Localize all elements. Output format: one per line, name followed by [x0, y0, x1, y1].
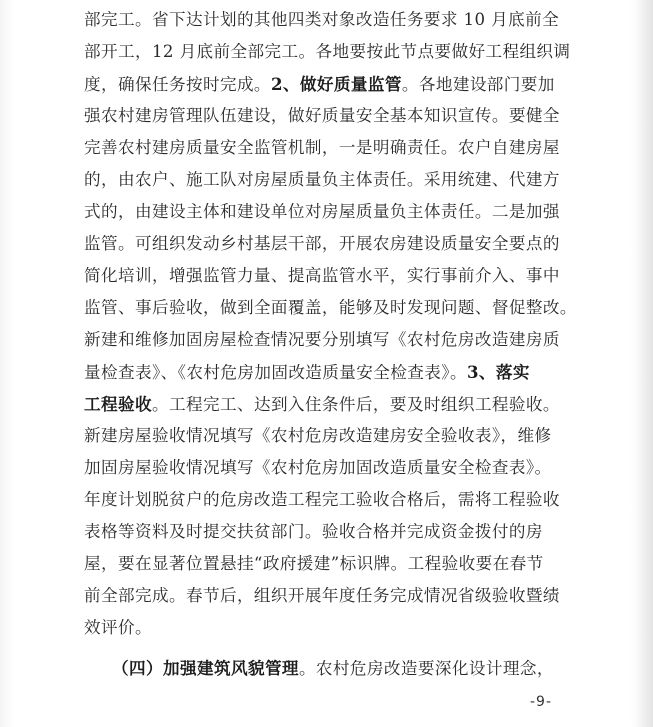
line-text: 屋，要在显著位置悬挂“政府援建”标识牌。工程验收要在春节	[84, 554, 544, 573]
line-text: 表格等资料及时提交扶贫部门。验收合格并完成资金拨付的房	[84, 522, 543, 541]
text-line-7	[84, 202, 584, 222]
text-line-20	[84, 618, 584, 638]
line-text: 完善农村建房质量安全监管机制，一是明确责任。农户自建房屋	[84, 138, 560, 157]
text-line-12	[84, 362, 584, 383]
text-line-1	[84, 10, 584, 30]
line-text: 。工程完工、达到入住条件后，要及时组织工程验收。	[151, 395, 560, 414]
line-text: 部开工，12 月底前全部完工。各地要按此节点要做好工程组织调	[84, 42, 571, 61]
text-line-19	[84, 586, 584, 606]
line-text: 简化培训，增强监管力量、提高监管水平，实行事前介入、事中	[84, 266, 560, 285]
text-line-2	[84, 42, 584, 62]
line-text: 。农村危房改造要深化设计理念，	[298, 659, 554, 678]
section-heading-architectural-style: （四）加强建筑风貌管理	[112, 658, 299, 678]
heading-acceptance-start: 3、落实	[466, 362, 530, 382]
line-text: 监管、事后验收，做到全面覆盖，能够及时发现问题、督促整改。	[84, 298, 577, 317]
line-text: 年度计划脱贫户的危房改造工程完工验收合格后，需将工程验收	[84, 490, 560, 509]
page-number: -9-	[530, 694, 553, 710]
text-line-14	[84, 426, 584, 446]
line-text: 度，确保任务按时完成。	[84, 75, 271, 94]
text-line-4	[84, 106, 584, 126]
heading-quality-supervision: 2、做好质量监管	[270, 74, 402, 94]
text-line-21	[112, 658, 612, 679]
line-text: 式的，由建设主体和建设单位对房屋质量负主体责任。二是加强	[84, 202, 560, 221]
line-text: 前全部完成。春节后，组织开展年度任务完成情况省级验收暨绩	[84, 586, 560, 605]
text-line-17	[84, 522, 584, 542]
line-text: 强农村建房管理队伍建设，做好质量安全基本知识宣传。要健全	[84, 106, 560, 125]
text-line-16	[84, 490, 584, 510]
line-text: 的，由农户、施工队对房屋质量负主体责任。采用统建、代建方	[84, 170, 560, 189]
line-text: 效评价。	[84, 618, 152, 637]
text-line-13	[84, 394, 584, 415]
text-line-9	[84, 266, 584, 286]
line-text: 新建房屋验收情况填写《农村危房改造建房安全验收表》，维修	[84, 426, 552, 445]
text-line-11	[84, 330, 584, 350]
text-line-10	[84, 298, 584, 318]
text-line-15	[84, 458, 584, 478]
text-line-5	[84, 138, 584, 158]
text-line-18	[84, 554, 584, 574]
line-text: 监管。可组织发动乡村基层干部，开展农房建设质量安全要点的	[84, 234, 560, 253]
page-edge-shadow	[635, 0, 653, 727]
line-text: 新建和维修加固房屋检查情况要分别填写《农村危房改造建房质	[84, 330, 560, 349]
text-line-6	[84, 170, 584, 190]
line-text: 。各地建设部门要加	[401, 75, 555, 94]
text-line-8	[84, 234, 584, 254]
line-text: 部完工。省下达计划的其他四类对象改造任务要求 10 月底前全	[84, 10, 560, 29]
line-text: 加固房屋验收情况填写《农村危房加固改造质量安全检查表》。	[84, 458, 552, 477]
heading-acceptance-end: 工程验收	[84, 394, 152, 414]
line-text: 量检查表》、《农村危房加固改造质量安全检查表》。	[84, 363, 467, 382]
text-line-3	[84, 74, 584, 95]
